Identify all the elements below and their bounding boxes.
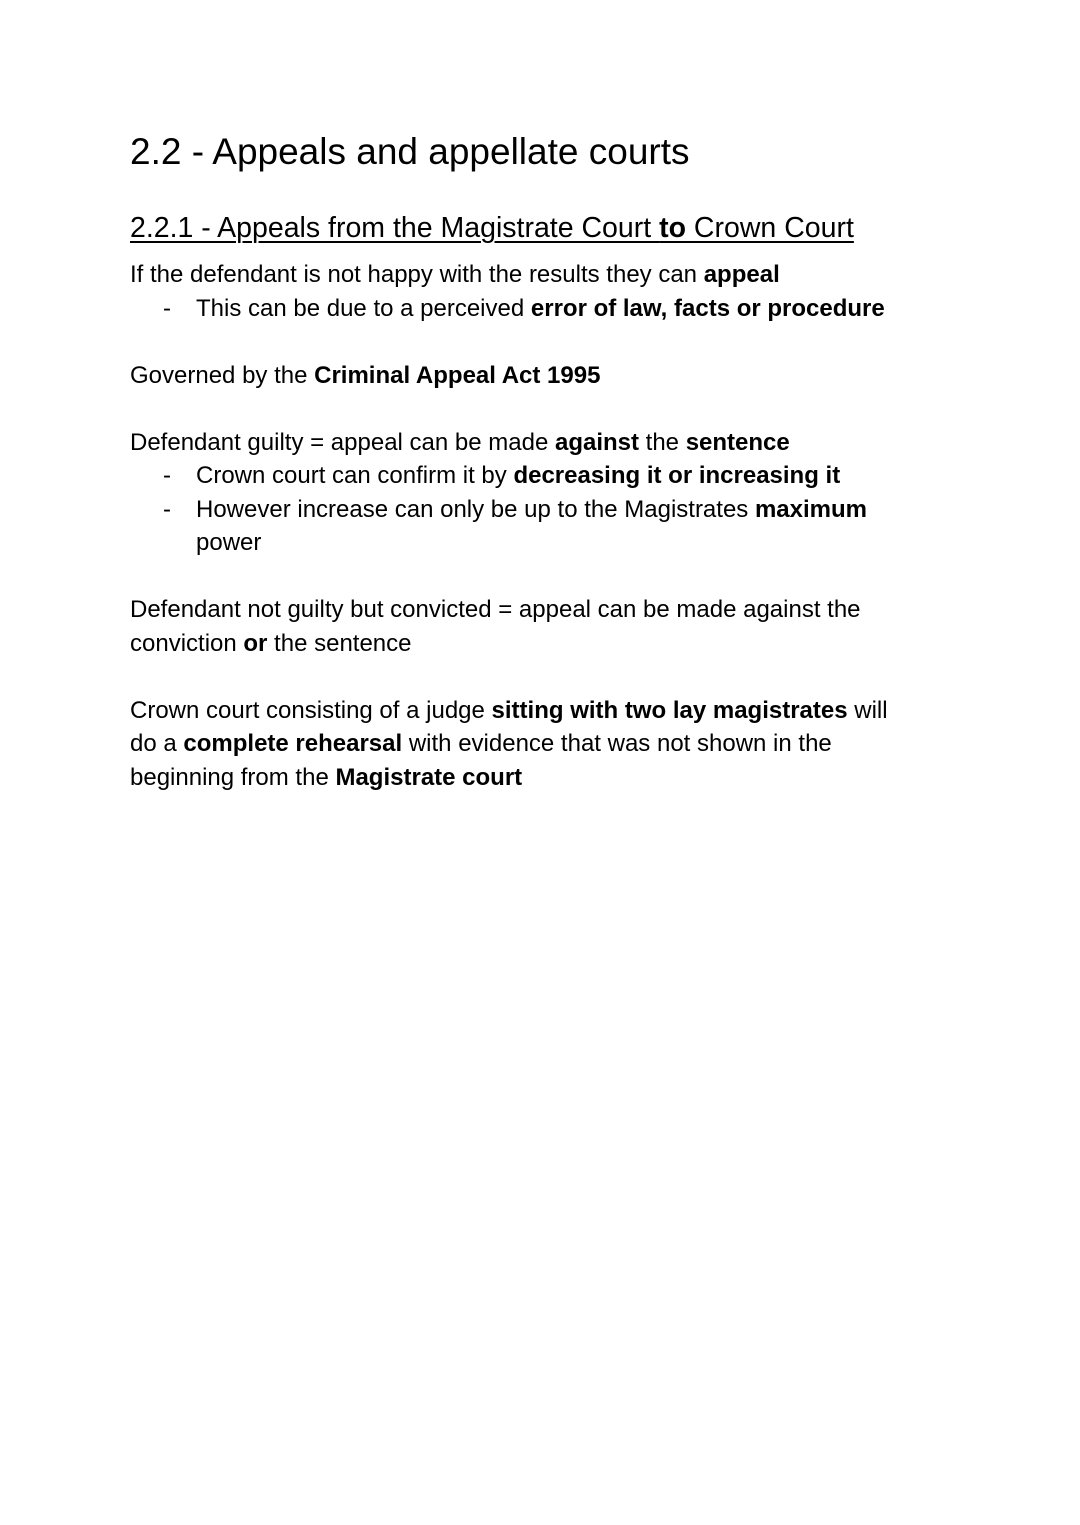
text-line (130, 359, 888, 393)
text-segment: However increase can only be up to the Magistrates (196, 495, 755, 523)
heading-segment: 2.2.1 - Appeals from the Magistrate Court (130, 212, 660, 244)
text-segment: If the defendant is not happy with the results they can (130, 261, 704, 288)
blank-line (130, 560, 888, 594)
text-line (130, 526, 888, 560)
bold-text: sentence (685, 428, 790, 456)
bullet-dash: - (163, 294, 171, 322)
text-segment: beginning from the (130, 763, 336, 791)
text-segment: the sentence (267, 629, 412, 657)
blank-line (130, 660, 888, 694)
bold-text: complete rehearsal (183, 730, 403, 757)
page-title: 2.2 - Appeals and appellate courts (130, 131, 690, 172)
text-line (130, 426, 888, 460)
bold-text: or (243, 629, 268, 657)
text-line (130, 258, 888, 292)
text-segment: conviction (130, 629, 244, 657)
text-segment: will (847, 696, 888, 724)
bullet-item (130, 459, 888, 493)
text-segment: do a (130, 730, 184, 757)
text-segment: Defendant not guilty but convicted = appeal can be made against the (130, 596, 861, 623)
text-segment: This can be due to a perceived (196, 294, 531, 322)
bold-text: appeal (703, 261, 780, 288)
text-line (130, 593, 888, 627)
bullet-dash: - (163, 495, 171, 523)
text-line (130, 727, 888, 761)
bold-text: Magistrate court (335, 763, 523, 791)
text-line (130, 694, 888, 728)
bold-text: decreasing it or increasing it (513, 462, 841, 489)
text-line (130, 761, 888, 795)
bold-text: against (554, 428, 639, 456)
bullet-dash: - (163, 462, 171, 489)
text-segment: with evidence that was not shown in the (402, 730, 832, 757)
heading-segment: Crown Court (686, 212, 854, 244)
text-line (130, 627, 888, 661)
text-segment: Crown court consisting of a judge (130, 696, 492, 724)
text-segment: the (639, 428, 686, 456)
bold-text: maximum (754, 495, 868, 523)
bullet-item (130, 292, 888, 326)
bullet-item (130, 493, 888, 527)
text-segment: Defendant guilty = appeal can be made (130, 428, 555, 456)
text-segment: Crown court can confirm it by (196, 462, 514, 489)
text-segment: power (196, 529, 262, 556)
blank-line (130, 325, 888, 359)
bold-text: error of law, facts or procedure (530, 294, 885, 322)
section-heading (130, 209, 854, 247)
heading-segment: to (659, 212, 686, 244)
bold-text: sitting with two lay magistrates (491, 696, 848, 724)
bold-text: Criminal Appeal Act 1995 (314, 361, 601, 389)
text-segment: Governed by the (130, 361, 315, 389)
document-body (130, 258, 888, 794)
blank-line (130, 392, 888, 426)
